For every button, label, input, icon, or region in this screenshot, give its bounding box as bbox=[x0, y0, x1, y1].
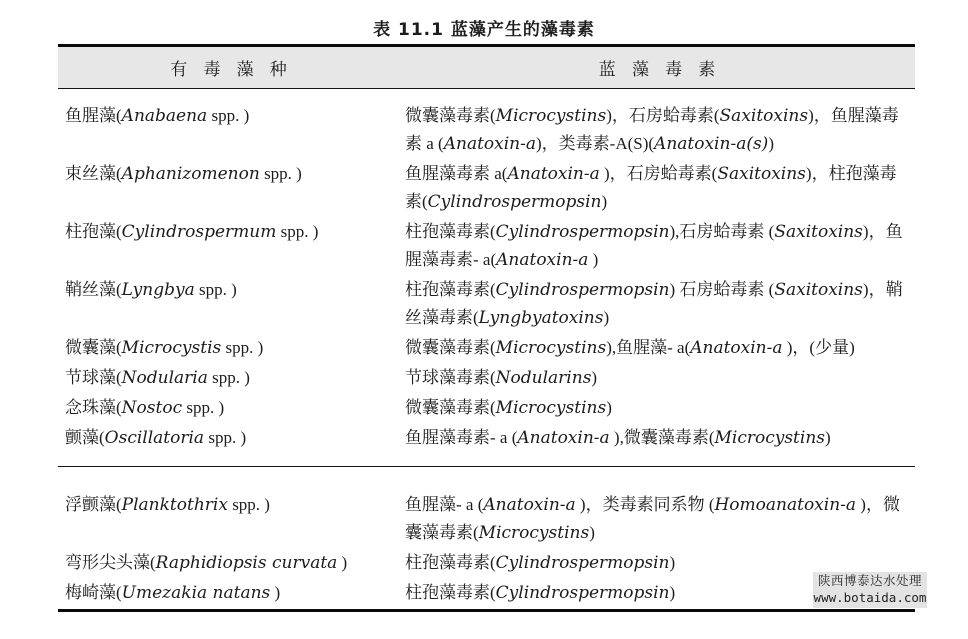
header-species-column: 有 毒 藻 种 bbox=[170, 60, 293, 79]
latin-name-text: Planktothrix bbox=[121, 495, 228, 515]
latin-name-text: Oscillatoria bbox=[104, 428, 205, 448]
latin-name-text: Lyngbya bbox=[121, 280, 195, 300]
latin-name-text: Cylindrospermopsin bbox=[495, 222, 670, 242]
latin-name-text: Microcystis bbox=[121, 338, 222, 358]
cell-text: spp. ) bbox=[182, 398, 225, 417]
latin-name-text: Anatoxin-a(s) bbox=[654, 134, 769, 154]
cell-text: )，石房蛤毒素( bbox=[606, 106, 720, 125]
cell-text: ) bbox=[337, 553, 348, 572]
table-row bbox=[58, 491, 915, 547]
cell-text: 柱孢藻( bbox=[65, 222, 122, 241]
latin-name-text: Saxitoxins bbox=[719, 106, 809, 126]
header-toxins-column: 蓝 藻 毒 素 bbox=[598, 60, 722, 79]
toxin-table bbox=[58, 44, 915, 612]
cell-text: 柱孢藻毒素( bbox=[405, 553, 496, 572]
toxins-cell bbox=[405, 491, 915, 547]
cell-text: spp. ) bbox=[221, 338, 264, 357]
watermark-company: 陕西博泰达水处理 bbox=[817, 573, 922, 588]
latin-name-text: Microcystins bbox=[714, 428, 826, 448]
latin-name-text: Anatoxin-a bbox=[690, 338, 783, 358]
cell-text: ) bbox=[606, 398, 612, 417]
species-cell bbox=[58, 394, 405, 422]
latin-name-text: Saxitoxins bbox=[717, 164, 806, 184]
latin-name-text: Lyngbyatoxins bbox=[478, 308, 604, 328]
cell-text: 微囊藻毒素( bbox=[405, 398, 496, 417]
cell-text: ) bbox=[603, 308, 610, 327]
cell-text: 束丝藻( bbox=[65, 164, 122, 183]
cell-text: 鱼腥藻- a ( bbox=[405, 495, 484, 514]
cell-text: ) bbox=[825, 428, 831, 447]
cell-text: )，(少量) bbox=[782, 338, 855, 357]
table-header-row bbox=[58, 44, 915, 89]
species-cell bbox=[58, 491, 405, 547]
cell-text: ) 石房蛤毒素 ( bbox=[669, 280, 775, 299]
toxins-cell bbox=[405, 334, 915, 362]
cell-text: 节球藻( bbox=[65, 368, 122, 387]
cell-text: spp. ) bbox=[207, 368, 250, 387]
toxins-cell bbox=[405, 579, 915, 607]
latin-name-text: Anatoxin-a bbox=[496, 250, 589, 270]
toxins-cell bbox=[405, 160, 915, 216]
species-cell bbox=[58, 579, 405, 607]
cell-text: ) bbox=[601, 192, 608, 211]
latin-name-text: Umezakia natans bbox=[121, 583, 271, 603]
latin-name-text: Microcystins bbox=[478, 523, 590, 543]
cell-text: 弯形尖头藻( bbox=[65, 553, 156, 572]
cell-text: ) bbox=[589, 523, 595, 542]
cell-text: 柱孢藻毒素( bbox=[405, 222, 496, 241]
table-row bbox=[58, 424, 915, 452]
species-cell bbox=[58, 276, 405, 332]
species-cell bbox=[58, 102, 405, 158]
toxins-cell bbox=[405, 424, 915, 452]
cell-text: 微囊藻毒素( bbox=[405, 106, 496, 125]
latin-name-text: Nostoc bbox=[121, 398, 183, 418]
toxins-cell bbox=[405, 218, 915, 274]
latin-name-text: Nodularins bbox=[495, 368, 592, 388]
latin-name-text: Aphanizomenon bbox=[121, 164, 260, 184]
species-cell bbox=[58, 549, 405, 577]
cell-text: 节球藻毒素( bbox=[405, 368, 496, 387]
cell-text: 柱孢藻毒素( bbox=[405, 280, 496, 299]
cell-text: spp. ) bbox=[204, 428, 247, 447]
cell-text: ),鱼腥藻- a( bbox=[606, 338, 691, 357]
cell-text: 鱼腥藻( bbox=[65, 106, 122, 125]
cell-text: )，石房蛤毒素( bbox=[599, 164, 718, 183]
cell-text: 浮颤藻( bbox=[65, 495, 122, 514]
cell-text: ) bbox=[588, 250, 599, 269]
species-cell bbox=[58, 160, 405, 216]
cell-text: )，类毒素-A(S)( bbox=[536, 134, 655, 153]
table-row bbox=[58, 160, 915, 216]
species-cell bbox=[58, 424, 405, 452]
toxins-cell bbox=[405, 394, 915, 422]
latin-name-text: Anatoxin-a bbox=[443, 134, 536, 154]
cell-text: 颤藻( bbox=[65, 428, 105, 447]
latin-name-text: Microcystins bbox=[495, 106, 607, 126]
cell-text: spp. ) bbox=[276, 222, 319, 241]
latin-name-text: Anatoxin-a bbox=[483, 495, 576, 515]
cell-text: 梅崎藻( bbox=[65, 583, 122, 602]
latin-name-text: Cylindrospermum bbox=[121, 222, 277, 242]
cell-text: ) bbox=[669, 583, 676, 602]
latin-name-text: Anatoxin-a bbox=[517, 428, 610, 448]
latin-name-text: Saxitoxins bbox=[774, 280, 863, 300]
latin-name-text: Cylindrospermopsin bbox=[495, 280, 670, 300]
table-title: 表 11.1 蓝藻产生的藻毒素 bbox=[373, 20, 595, 40]
cell-text: ) bbox=[768, 134, 774, 153]
cell-text: )，鞘丝藻毒素( bbox=[405, 280, 903, 327]
toxins-cell bbox=[405, 102, 915, 158]
cell-text: 微囊藻毒素( bbox=[405, 338, 496, 357]
latin-name-text: Anatoxin-a bbox=[507, 164, 600, 184]
toxins-cell bbox=[405, 276, 915, 332]
latin-name-text: Anabaena bbox=[121, 106, 208, 126]
cell-text: )，鱼腥藻毒素 a ( bbox=[405, 106, 899, 153]
latin-name-text: Nodularia bbox=[121, 368, 208, 388]
species-cell bbox=[58, 334, 405, 362]
latin-name-text: Raphidiopsis curvata bbox=[155, 553, 338, 573]
latin-name-text: Cylindrospermopsin bbox=[495, 583, 670, 603]
table-row bbox=[58, 218, 915, 274]
latin-name-text: Saxitoxins bbox=[774, 222, 863, 242]
cell-text: 念珠藻( bbox=[65, 398, 122, 417]
cell-text: )，类毒素同系物 ( bbox=[575, 495, 715, 514]
cell-text: ) bbox=[270, 583, 281, 602]
watermark-url: www.botaida.com bbox=[813, 590, 927, 605]
cell-text: ) bbox=[591, 368, 598, 387]
table-row bbox=[58, 394, 915, 422]
cell-text: 微囊藻( bbox=[65, 338, 122, 357]
table-row bbox=[58, 102, 915, 158]
cell-text: 柱孢藻毒素( bbox=[405, 583, 496, 602]
cell-text: ),石房蛤毒素 ( bbox=[669, 222, 775, 241]
table-row bbox=[58, 549, 915, 577]
cell-text: 鱼腥藻毒素 a( bbox=[405, 164, 508, 183]
toxins-cell bbox=[405, 364, 915, 392]
cell-text: ) bbox=[669, 553, 676, 572]
table-row bbox=[58, 334, 915, 362]
cell-text: spp. ) bbox=[207, 106, 250, 125]
cell-text: 鞘丝藻( bbox=[65, 280, 122, 299]
table-section-1 bbox=[58, 89, 915, 466]
table-row bbox=[58, 579, 915, 607]
table-section-2 bbox=[58, 467, 915, 607]
cell-text: )，柱孢藻毒素( bbox=[405, 164, 897, 211]
table-row bbox=[58, 364, 915, 392]
latin-name-text: Homoanatoxin-a bbox=[714, 495, 857, 515]
cell-text: 鱼腥藻毒素- a ( bbox=[405, 428, 518, 447]
cell-text: ),微囊藻毒素( bbox=[609, 428, 715, 447]
latin-name-text: Cylindrospermopsin bbox=[495, 553, 670, 573]
toxins-cell bbox=[405, 549, 915, 577]
cell-text: )，微囊藻毒素( bbox=[405, 495, 900, 542]
latin-name-text: Microcystins bbox=[495, 398, 607, 418]
species-cell bbox=[58, 364, 405, 392]
latin-name-text: Microcystins bbox=[495, 338, 607, 358]
cell-text: spp. ) bbox=[194, 280, 237, 299]
cell-text: )，鱼腥藻毒素- a( bbox=[405, 222, 903, 269]
cell-text: spp. ) bbox=[259, 164, 302, 183]
species-cell bbox=[58, 218, 405, 274]
latin-name-text: Cylindrospermopsin bbox=[427, 192, 602, 212]
table-row bbox=[58, 276, 915, 332]
cell-text: spp. ) bbox=[227, 495, 270, 514]
